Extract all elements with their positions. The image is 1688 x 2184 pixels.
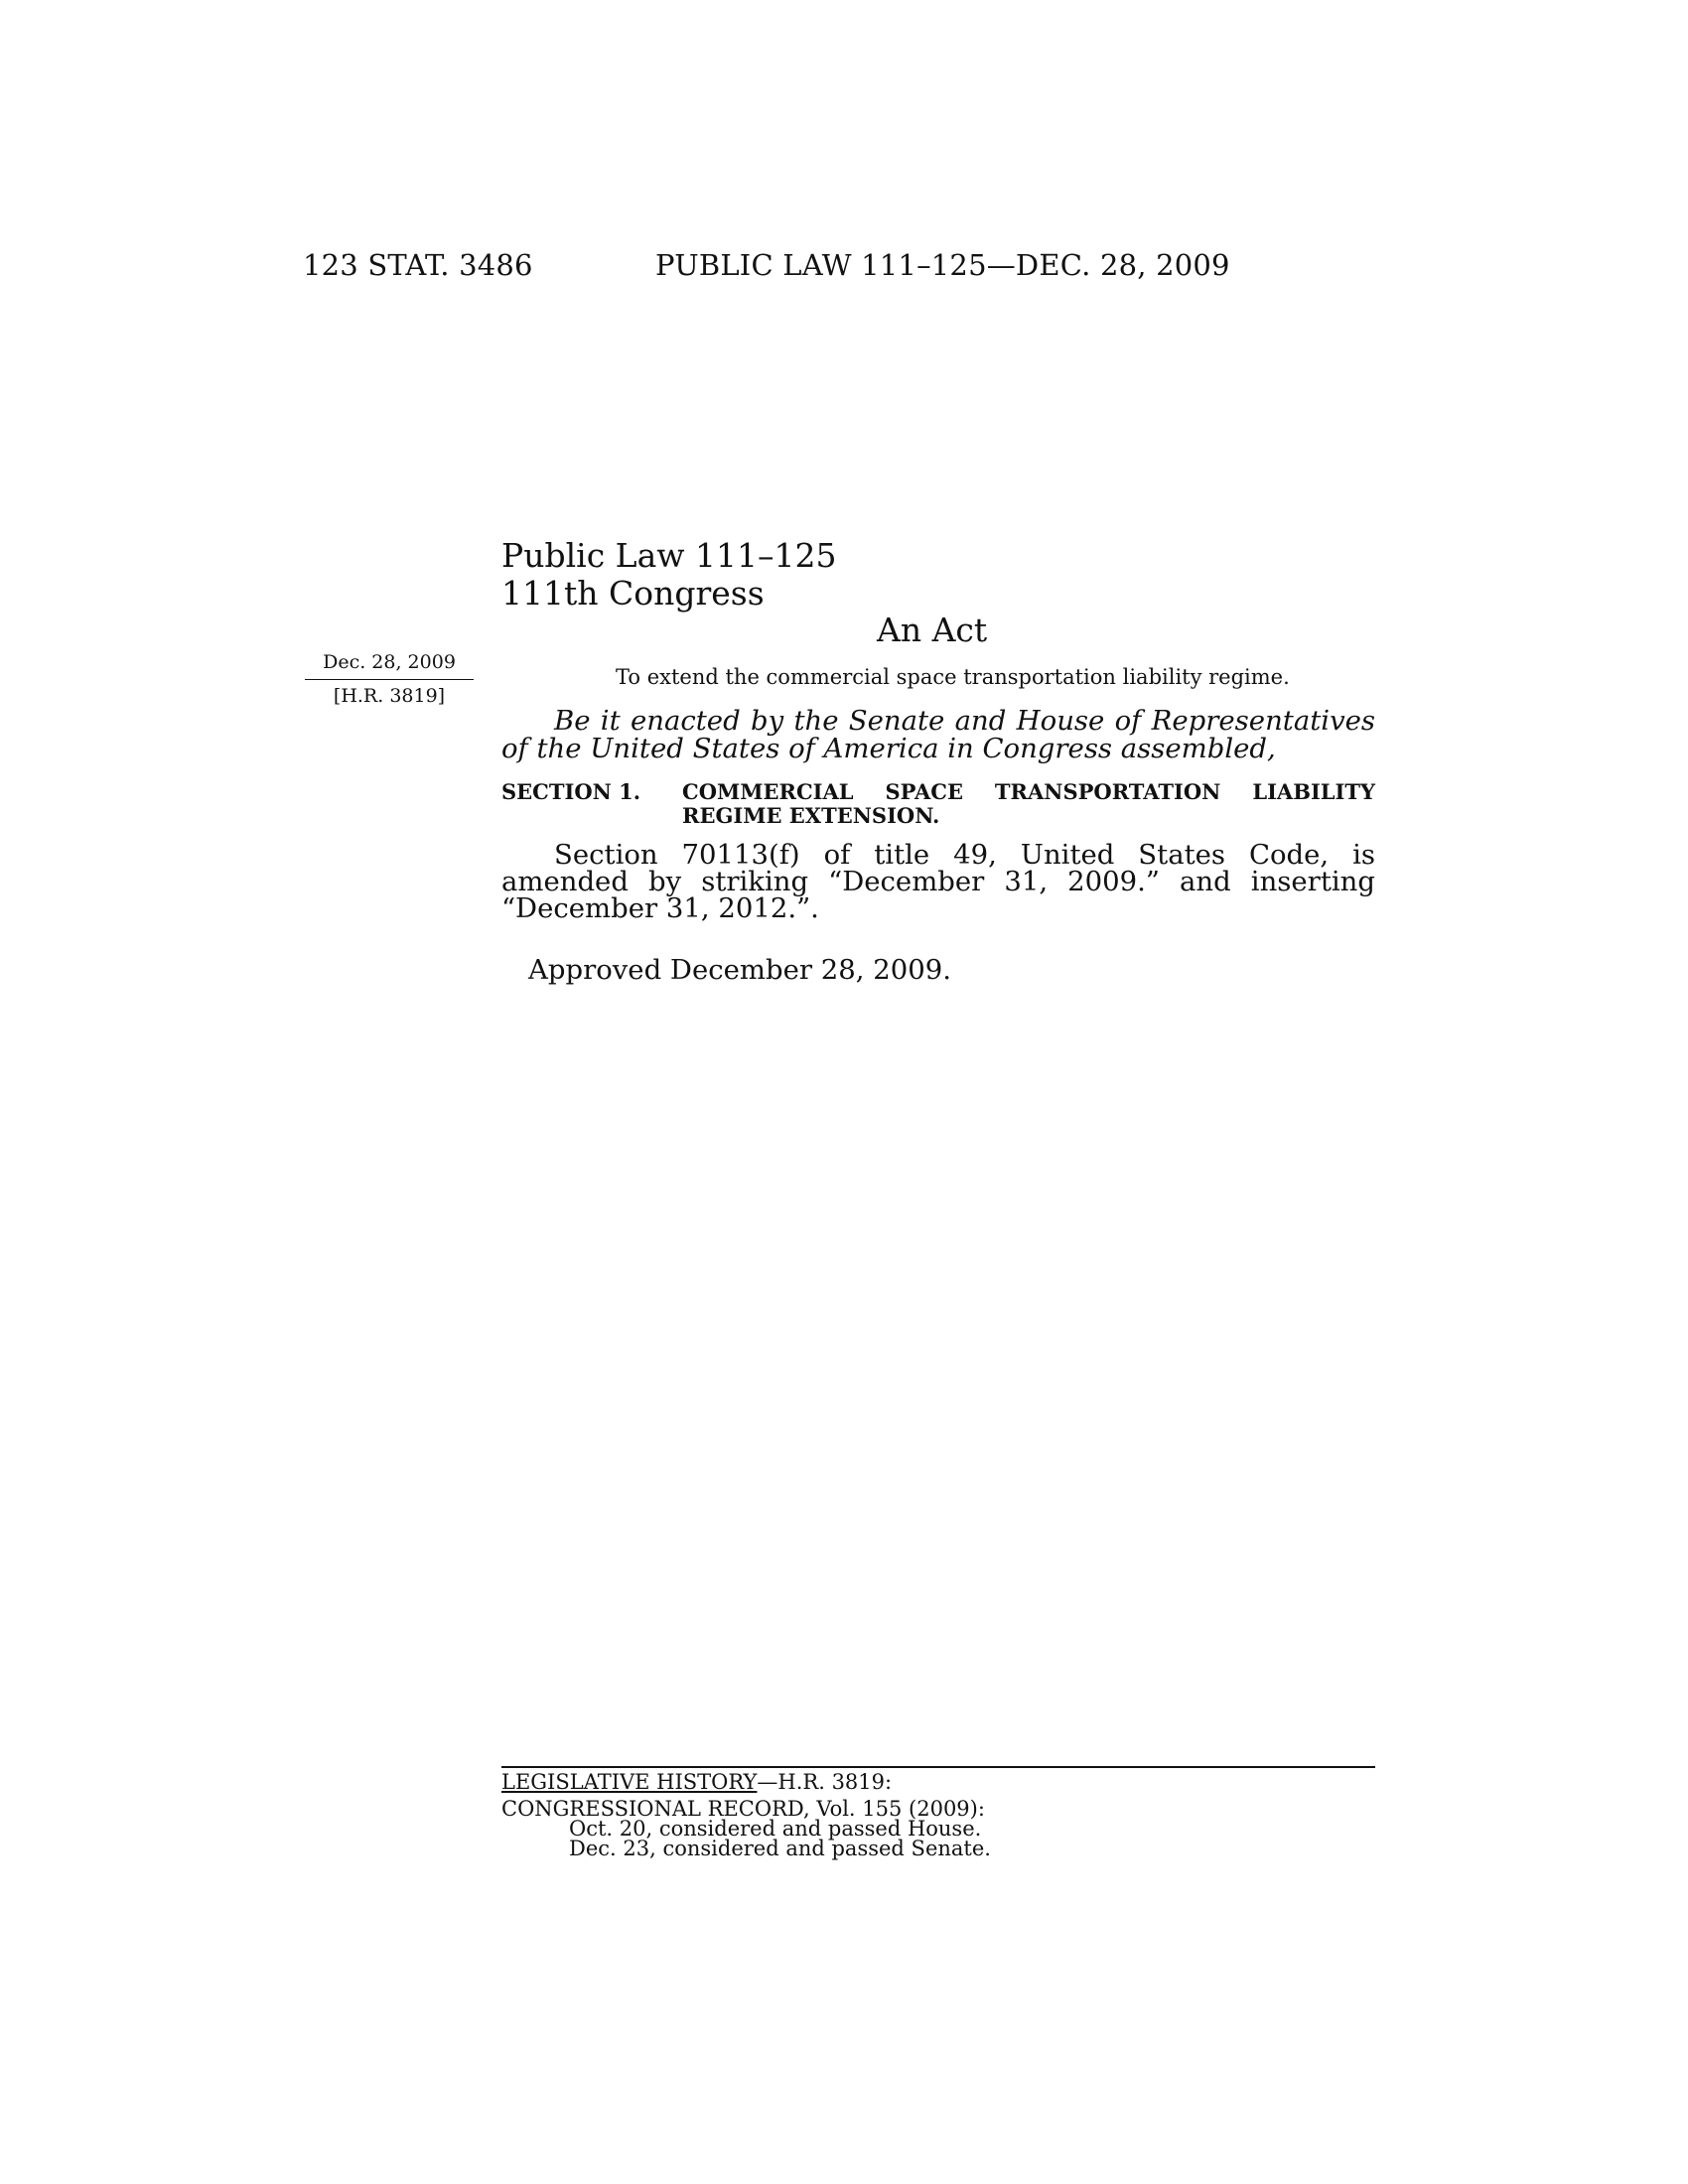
act-label: An Act	[877, 611, 988, 649]
footnote-divider	[501, 1766, 1375, 1768]
page-number: 123 STAT. 3486	[303, 248, 533, 282]
law-title: Public Law 111–125	[501, 536, 837, 575]
enacting-clause: Be it enacted by the Senate and House of Representatives of the United States of America in Congress assembled,	[501, 705, 1375, 764]
margin-divider	[305, 679, 474, 680]
section-text: Section 70113(f) of title 49, United States Code, is amended by striking “December 31, 2009.” and inserting “December 31, 2012.”.	[501, 839, 1375, 924]
section-label: SECTION 1.	[501, 779, 641, 804]
legislative-history-title: LEGISLATIVE HISTORY	[501, 1770, 758, 1794]
section-heading: COMMERCIAL SPACE TRANSPORTATION LIABILITY REGIME EXTENSION.	[682, 779, 1375, 828]
history-action: Dec. 23, considered and passed Senate.	[569, 1837, 991, 1860]
running-head: PUBLIC LAW 111–125—DEC. 28, 2009	[655, 248, 1230, 282]
approval-line: Approved December 28, 2009.	[528, 954, 951, 986]
congress-label: 111th Congress	[501, 574, 765, 613]
congressional-record-line: CONGRESSIONAL RECORD, Vol. 155 (2009):	[501, 1797, 985, 1821]
margin-bill-number: [H.R. 3819]	[333, 685, 446, 707]
margin-date: Dec. 28, 2009	[323, 651, 456, 673]
legislative-history-bill: —H.R. 3819:	[757, 1770, 893, 1794]
act-purpose: To extend the commercial space transportation liability regime.	[616, 665, 1290, 689]
history-action: Oct. 20, considered and passed House.	[569, 1817, 982, 1841]
legislative-history-line	[501, 1770, 892, 1794]
